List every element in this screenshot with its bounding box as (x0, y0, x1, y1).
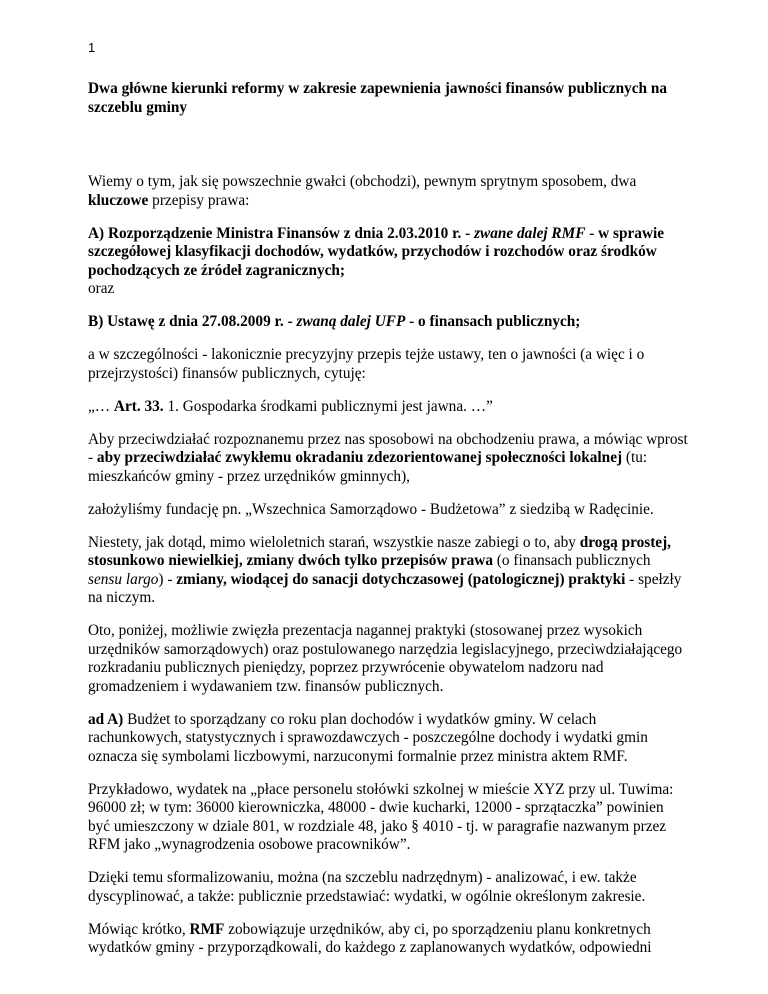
paragraph-article-quote: „… Art. 33. 1. Gospodarka środkami publicznymi jest jawna. …” (88, 397, 493, 415)
paragraph-presentation: Oto, poniżej, możliwie zwięzła prezentacja nagannej praktyki (stosowanej przez wysokich urzędników samorządowych) oraz postulowanego narzędzia legislacyjnego, przeciwdziałającego rozkradaniu publicznych pieniędzy, poprzez przywrócenie obywatelom nadzoru nad gromadzeniem i wydawaniem tzw. finansów publicznych. (88, 622, 683, 695)
paragraph-ad-a: ad A) Budżet to sporządzany co roku plan dochodów i wydatków gminy. W celach rachunkowych, statystycznych i sprawozdawczych - poszczególne dochody i wydatki gmin oznacza się symbolami liczbowymi, narzuconymi formalnie przez ministra aktem RMF. (88, 710, 648, 765)
paragraph-regulation-b: B) Ustawę z dnia 27.08.2009 r. - zwaną dalej UFP - o finansach publicznych; (88, 313, 581, 330)
document-title: Dwa główne kierunki reformy w zakresie zapewnienia jawności finansów publicznych na szczeblu gminy (88, 80, 668, 116)
paragraph-efforts: Niestety, jak dotąd, mimo wieloletnich starań, wszystkie nasze zabiegi o to, aby drogą prostej, stosunkowo niewielkiej, zmiany dwóch tylko przepisów prawa (o finansach publicznych sensu largo) - zmiany, wiodącej do sanacji dotychczasowej (patologicznej) praktyki - spełzły na niczym. (88, 533, 682, 606)
document-body (88, 80, 688, 972)
paragraph-intro: Wiemy o tym, jak się powszechnie gwałci (obchodzi), pewnym sprytnym sposobem, dwa kluczowe przepisy prawa: (88, 173, 637, 209)
paragraph-citation-intro: a w szczególności - lakonicznie precyzyjny przepis tejże ustawy, ten o jawności (a więc i o przejrzystości) finansów publicznych, cytuję: (88, 346, 645, 382)
paragraph-summary: Mówiąc krótko, RMF zobowiązuje urzędników, aby ci, po sporządzeniu planu konkretnych wydatków gminy - przyporządkowali, do każdego z zaplanowanych wydatków, odpowiedni (88, 920, 652, 956)
paragraph-regulation-a: A) Rozporządzenie Ministra Finansów z dnia 2.03.2010 r. - zwane dalej RMF - w sprawie szczegółowej klasyfikacji dochodów, wydatków, przychodów i rozchodów oraz środków pochodzących ze źródeł zagranicznych; oraz (88, 224, 665, 297)
paragraph-purpose: Aby przeciwdziałać rozpoznanemu przez nas sposobowi na obchodzeniu prawa, a mówiąc wprost - aby przeciwdziałać zwykłemu okradaniu zdezorientowanej społeczności lokalnej (tu: mieszkańców gminy - przez urzędników gminnych), (88, 430, 688, 485)
paragraph-example: Przykładowo, wydatek na „płace personelu stołówki szkolnej w mieście XYZ przy ul. Tuwima: 96000 zł; w tym: 36000 kierowniczka, 48000 - dwie kucharki, 12000 - sprzątaczka” powinien być umieszczony w dziale 801, w rozdziale 48, jako § 4010 - tj. w paragrafie nazwanym przez RFM jako „wynagrodzenia osobowe pracowników”. (88, 780, 674, 853)
page-number: 1 (88, 40, 96, 55)
paragraph-formalization: Dzięki temu sformalizowaniu, można (na szczeblu nadrzędnym) - analizować, i ew. także dyscyplinować, a także: publicznie przedstawiać: wydatki, w ogólnie określonym zakresie. (88, 869, 646, 905)
paragraph-foundation: założyliśmy fundację pn. „Wszechnica Samorządowo - Budżetowa” z siedzibą w Radęcinie. (88, 500, 654, 518)
